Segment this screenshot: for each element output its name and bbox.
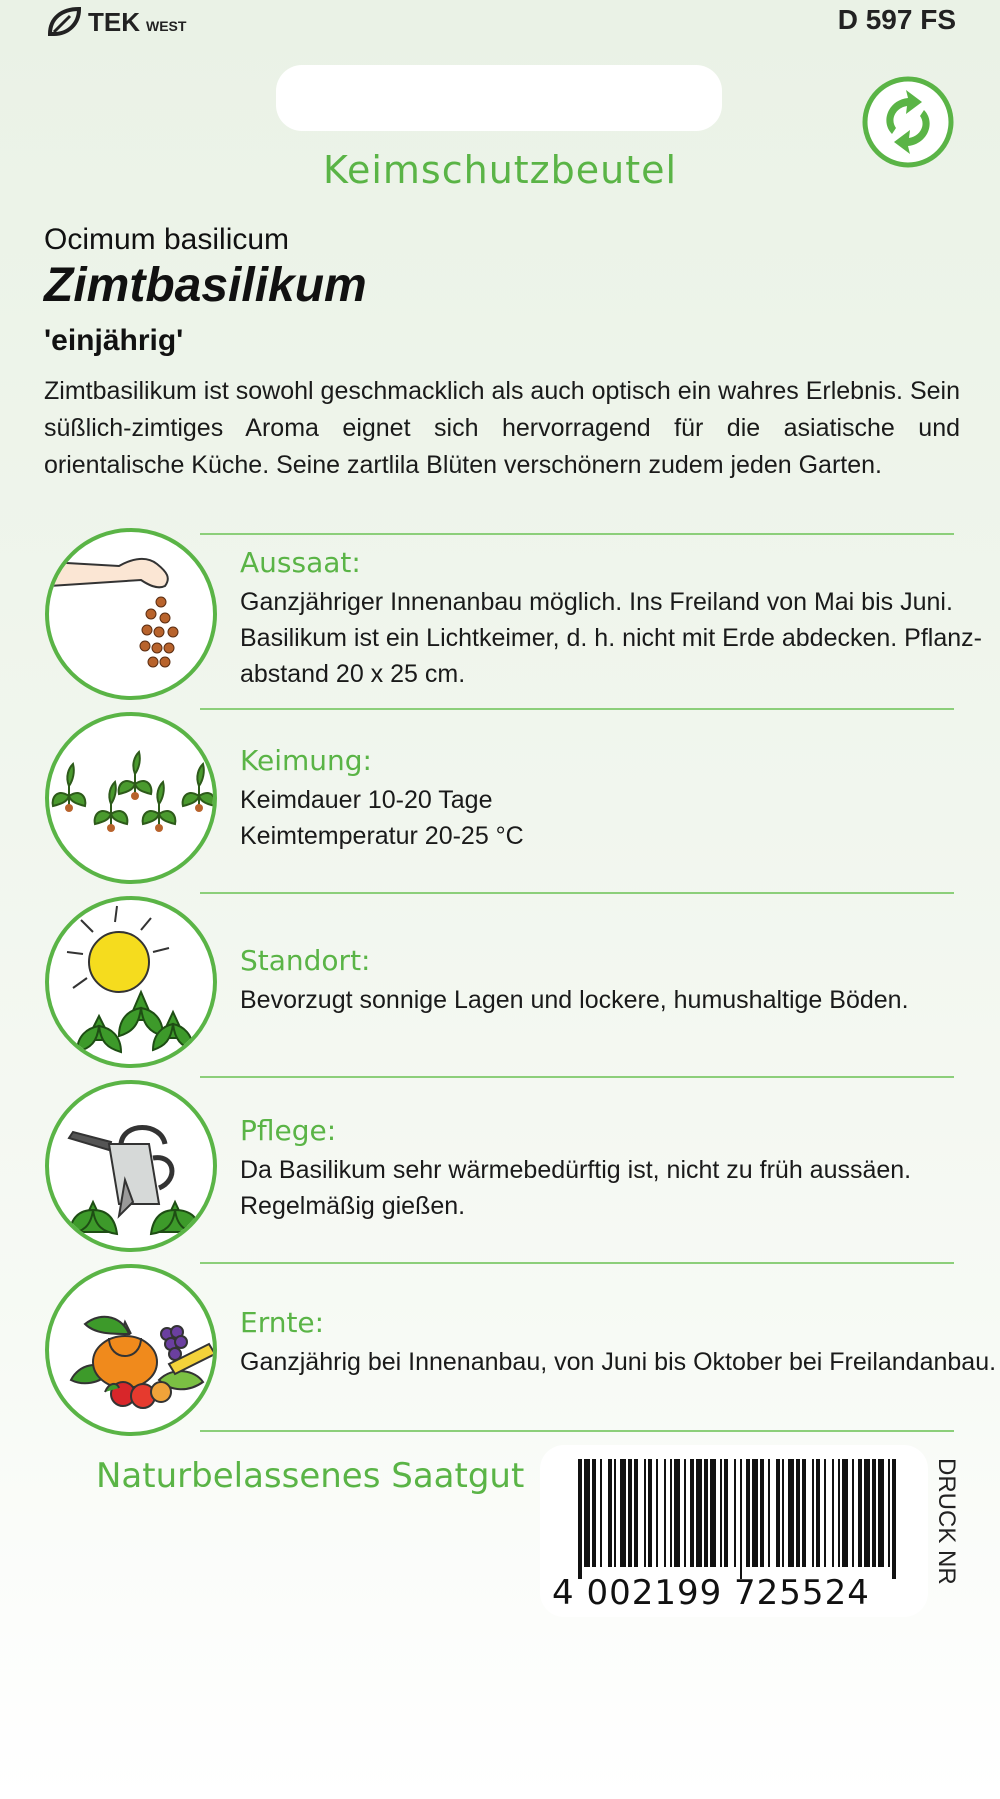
divider	[200, 1262, 954, 1264]
watering-can-icon	[49, 1084, 217, 1252]
harvest-icon-circle	[45, 1264, 217, 1436]
barcode-bar	[838, 1459, 840, 1567]
section-title-pflege: Pflege:	[240, 1114, 337, 1147]
text-line: Da Basilikum sehr wärmebedürftig ist, nicht zu früh aussäen.	[240, 1156, 912, 1184]
section-title-standort: Standort:	[240, 944, 371, 977]
barcode-bar	[816, 1459, 820, 1567]
germination-icon-circle	[45, 712, 217, 884]
barcode-bar	[760, 1459, 764, 1567]
barcode-bar	[724, 1459, 728, 1567]
barcode-bar	[864, 1459, 870, 1567]
barcode-bar	[592, 1459, 596, 1567]
barcode-bar	[648, 1459, 652, 1567]
barcode-bar	[704, 1459, 708, 1567]
text-line: Bevorzugt sonnige Lagen und lockere, humushaltige Böden.	[240, 986, 909, 1014]
divider	[200, 708, 954, 710]
barcode-bar	[872, 1459, 876, 1567]
barcode-bar	[584, 1459, 590, 1567]
barcode-bar	[768, 1459, 770, 1567]
barcode-bar	[710, 1459, 716, 1567]
product-code: D 597 FS	[837, 4, 956, 35]
barcode-bar	[888, 1459, 890, 1567]
barcode-bar	[600, 1459, 602, 1567]
barcode-bar	[752, 1459, 758, 1567]
sun-and-plants-icon	[49, 900, 217, 1068]
section-title-ernte: Ernte:	[240, 1306, 325, 1339]
text-line: Basilikum ist ein Lichtkeimer, d. h. nicht mit Erde abdecken. Pflanz-	[240, 624, 982, 652]
tagline: Naturbelassenes Saatgut	[96, 1456, 525, 1496]
sowing-icon-circle	[45, 528, 217, 700]
brand-name: TEK	[88, 6, 140, 37]
barcode-bar	[674, 1459, 680, 1567]
brand-logo	[46, 6, 186, 38]
divider	[200, 533, 954, 535]
barcode-bar	[578, 1459, 582, 1579]
barcode-bar	[684, 1459, 686, 1567]
section-text-ernte	[240, 1344, 997, 1380]
packet-type: Keimschutzbeutel	[322, 148, 678, 192]
text-line: Keimtemperatur 20-25 °C	[240, 822, 524, 850]
barcode-bar	[614, 1459, 616, 1567]
divider	[200, 1430, 954, 1432]
barcode-bar	[620, 1459, 626, 1567]
ean-number: 4 002199 725524	[552, 1573, 870, 1613]
barcode-icon	[578, 1459, 904, 1579]
barcode-bar	[628, 1459, 632, 1567]
text-line: abstand 20 x 25 cm.	[240, 660, 466, 688]
latin-name: Ocimum basilicum	[44, 223, 290, 256]
barcode-bar	[842, 1459, 848, 1567]
barcode-bar	[776, 1459, 780, 1567]
barcode-bar	[878, 1459, 884, 1567]
text-line: Keimdauer 10-20 Tage	[240, 786, 493, 814]
seedlings-icon	[49, 716, 217, 884]
section-title-keimung: Keimung:	[240, 744, 372, 777]
description: Zimtbasilikum ist sowohl geschmacklich als auch optisch ein wahres Erlebnis. Sein süßlich-zimtiges Aroma eignet sich hervorragend für die asiatische und orientalische Küche. Seine zartlila Blüten verschönern zudem jeden Garten.	[44, 377, 960, 479]
section-text-pflege	[240, 1152, 960, 1224]
barcode-bar	[656, 1459, 658, 1567]
brand-suffix: WEST	[146, 18, 187, 34]
text-line: Ganzjährig bei Innenanbau, von Juni bis Oktober bei Freilandanbau.	[240, 1348, 997, 1376]
barcode-panel	[540, 1445, 928, 1617]
barcode-bar	[796, 1459, 800, 1567]
barcode-bar	[832, 1459, 834, 1567]
barcode-bar	[858, 1459, 862, 1567]
text-line: Regelmäßig gießen.	[240, 1192, 466, 1220]
barcode-bar	[746, 1459, 750, 1567]
section-text-standort	[240, 982, 960, 1018]
barcode-bar	[664, 1459, 666, 1567]
barcode-bar	[696, 1459, 702, 1567]
barcode-bar	[852, 1459, 854, 1567]
barcode-bar	[644, 1459, 646, 1567]
print-number-label: DRUCK NR	[933, 1458, 960, 1585]
barcode-bar	[720, 1459, 722, 1567]
barcode-bar	[670, 1459, 672, 1567]
barcode-bar	[782, 1459, 784, 1567]
barcode-bar	[608, 1459, 612, 1567]
blank-label-box	[276, 65, 722, 131]
section-text-keimung	[240, 782, 960, 854]
barcode-bar	[892, 1459, 896, 1579]
leaf-logo-icon	[46, 6, 82, 38]
divider	[200, 892, 954, 894]
barcode-bar	[802, 1459, 806, 1567]
section-text-aussaat	[240, 584, 982, 692]
barcode-bar	[740, 1459, 742, 1579]
harvest-vegetables-icon	[49, 1268, 217, 1436]
divider	[200, 1076, 954, 1078]
barcode-bar	[812, 1459, 814, 1567]
barcode-bar	[824, 1459, 826, 1567]
text-line: Ganzjähriger Innenanbau möglich. Ins Freiland von Mai bis Juni.	[240, 588, 953, 616]
location-icon-circle	[45, 896, 217, 1068]
variety: 'einjährig'	[44, 324, 184, 357]
barcode-bar	[634, 1459, 638, 1567]
barcode-bar	[690, 1459, 694, 1567]
barcode-bar	[788, 1459, 794, 1567]
plant-name: Zimtbasilikum	[44, 259, 367, 312]
section-title-aussaat: Aussaat:	[240, 546, 361, 579]
barcode-bar	[734, 1459, 736, 1567]
care-icon-circle	[45, 1080, 217, 1252]
hand-sowing-seeds-icon	[49, 532, 217, 700]
